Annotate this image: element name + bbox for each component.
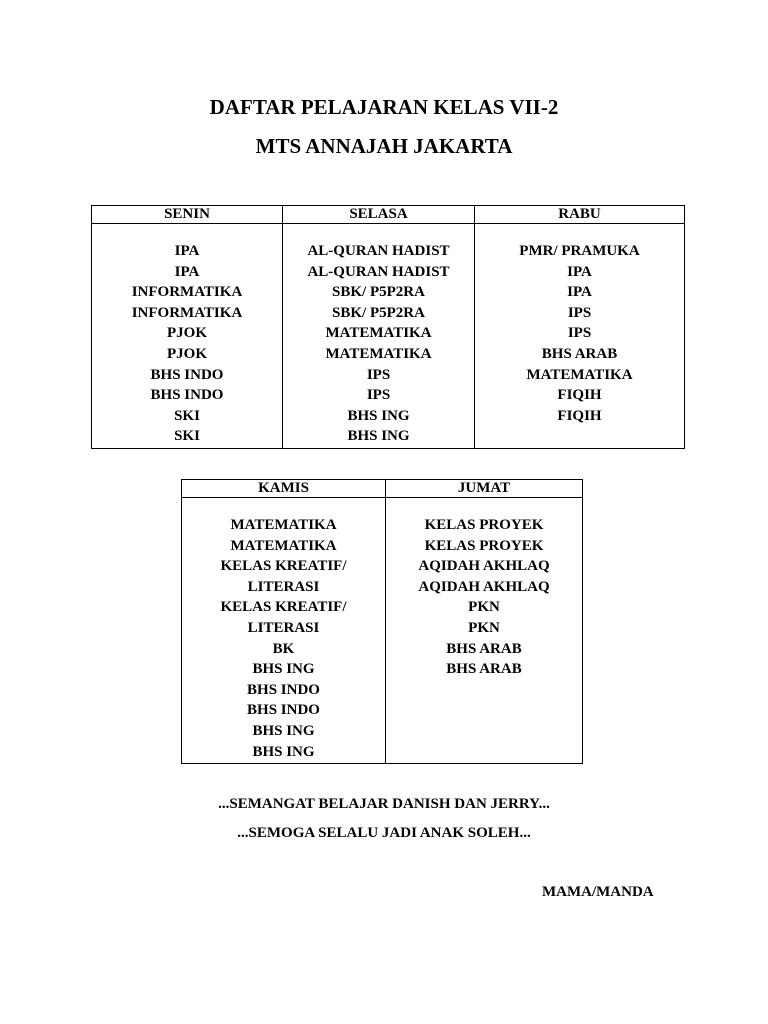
subject-item: BHS INDO	[150, 366, 224, 383]
subject-item: BHS INDO	[247, 702, 320, 719]
subject-item: PKN	[468, 619, 500, 636]
day-header-rabu: RABU	[475, 206, 685, 224]
subject-item: INFORMATIKA	[131, 284, 243, 301]
day-column-senin	[92, 224, 283, 449]
subject-item: IPA	[567, 284, 592, 301]
day-column-selasa	[283, 224, 475, 449]
subject-item: KELAS PROYEK	[424, 537, 544, 554]
prayer-note: ...SEMOGA SELALU JADI ANAK SOLEH...	[237, 825, 531, 841]
subject-item: PJOK	[167, 345, 207, 362]
subject-item: SKI	[174, 407, 200, 424]
table-body-row	[92, 224, 685, 449]
subject-item: BHS ARAB	[541, 345, 618, 362]
subject-item: KELAS KREATIF/	[220, 558, 347, 575]
table-header-row	[92, 206, 685, 224]
day-header-kamis: KAMIS	[182, 480, 386, 498]
day-column-rabu	[475, 224, 685, 449]
subject-item: PJOK	[167, 325, 207, 342]
subject-item: BHS ING	[347, 428, 410, 445]
subject-item: SKI	[174, 428, 200, 445]
day-column-kamis	[182, 498, 386, 764]
day-column-jumat	[386, 498, 583, 764]
subject-item: MATEMATIKA	[526, 366, 633, 383]
subject-item: BHS ARAB	[446, 661, 522, 678]
subject-item: MATEMATIKA	[230, 537, 337, 554]
subject-item: KELAS PROYEK	[424, 517, 544, 533]
subject-item: BHS INDO	[247, 681, 320, 698]
subject-item: LITERASI	[247, 619, 320, 636]
subject-item: MATEMATIKA	[325, 325, 432, 342]
schedule-table-mon-wed	[91, 205, 685, 449]
subject-item: MATEMATIKA	[230, 517, 337, 533]
subject-item: AQIDAH AKHLAQ	[418, 578, 550, 595]
subject-item: IPA	[174, 243, 200, 259]
subject-item: KELAS KREATIF/	[220, 599, 347, 616]
schedule-table-thu-fri	[181, 479, 583, 764]
day-header-jumat: JUMAT	[386, 480, 583, 498]
table-header-row	[182, 480, 583, 498]
subject-item: BHS ING	[347, 407, 410, 424]
subject-item: BHS ING	[252, 743, 315, 760]
subject-item: PKN	[468, 599, 500, 616]
subject-item: BHS ING	[252, 661, 315, 678]
subject-item: IPS	[366, 387, 391, 404]
subject-item: SBK/ P5P2RA	[332, 304, 425, 321]
day-header-selasa: SELASA	[283, 206, 475, 224]
table-body-row	[182, 498, 583, 764]
subject-item: FIQIH	[557, 407, 602, 424]
subject-item: BHS ARAB	[446, 640, 522, 657]
subject-item: AL-QURAN HADIST	[307, 263, 450, 280]
school-name: MTS ANNAJAH JAKARTA	[255, 134, 513, 158]
document-title: DAFTAR PELAJARAN KELAS VII-2	[209, 95, 559, 119]
subject-item: IPA	[174, 263, 200, 280]
subject-item: BK	[272, 640, 295, 657]
subject-item: AQIDAH AKHLAQ	[418, 558, 550, 575]
day-header-senin: SENIN	[92, 206, 283, 224]
subject-item: IPS	[366, 366, 391, 383]
subject-item: IPS	[567, 304, 592, 321]
subject-item: BHS INDO	[150, 387, 224, 404]
subject-item: SBK/ P5P2RA	[332, 284, 425, 301]
subject-item: INFORMATIKA	[131, 304, 243, 321]
subject-item: LITERASI	[247, 578, 320, 595]
signature: MAMA/MANDA	[542, 884, 654, 900]
subject-item: PMR/ PRAMUKA	[519, 243, 640, 259]
subject-item: FIQIH	[557, 387, 602, 404]
motivation-note: ...SEMANGAT BELAJAR DANISH DAN JERRY...	[218, 796, 550, 812]
subject-item: AL-QURAN HADIST	[307, 243, 450, 259]
subject-item: BHS ING	[252, 722, 315, 739]
subject-item: IPA	[567, 263, 592, 280]
subject-item: IPS	[567, 325, 592, 342]
subject-item: MATEMATIKA	[325, 345, 432, 362]
